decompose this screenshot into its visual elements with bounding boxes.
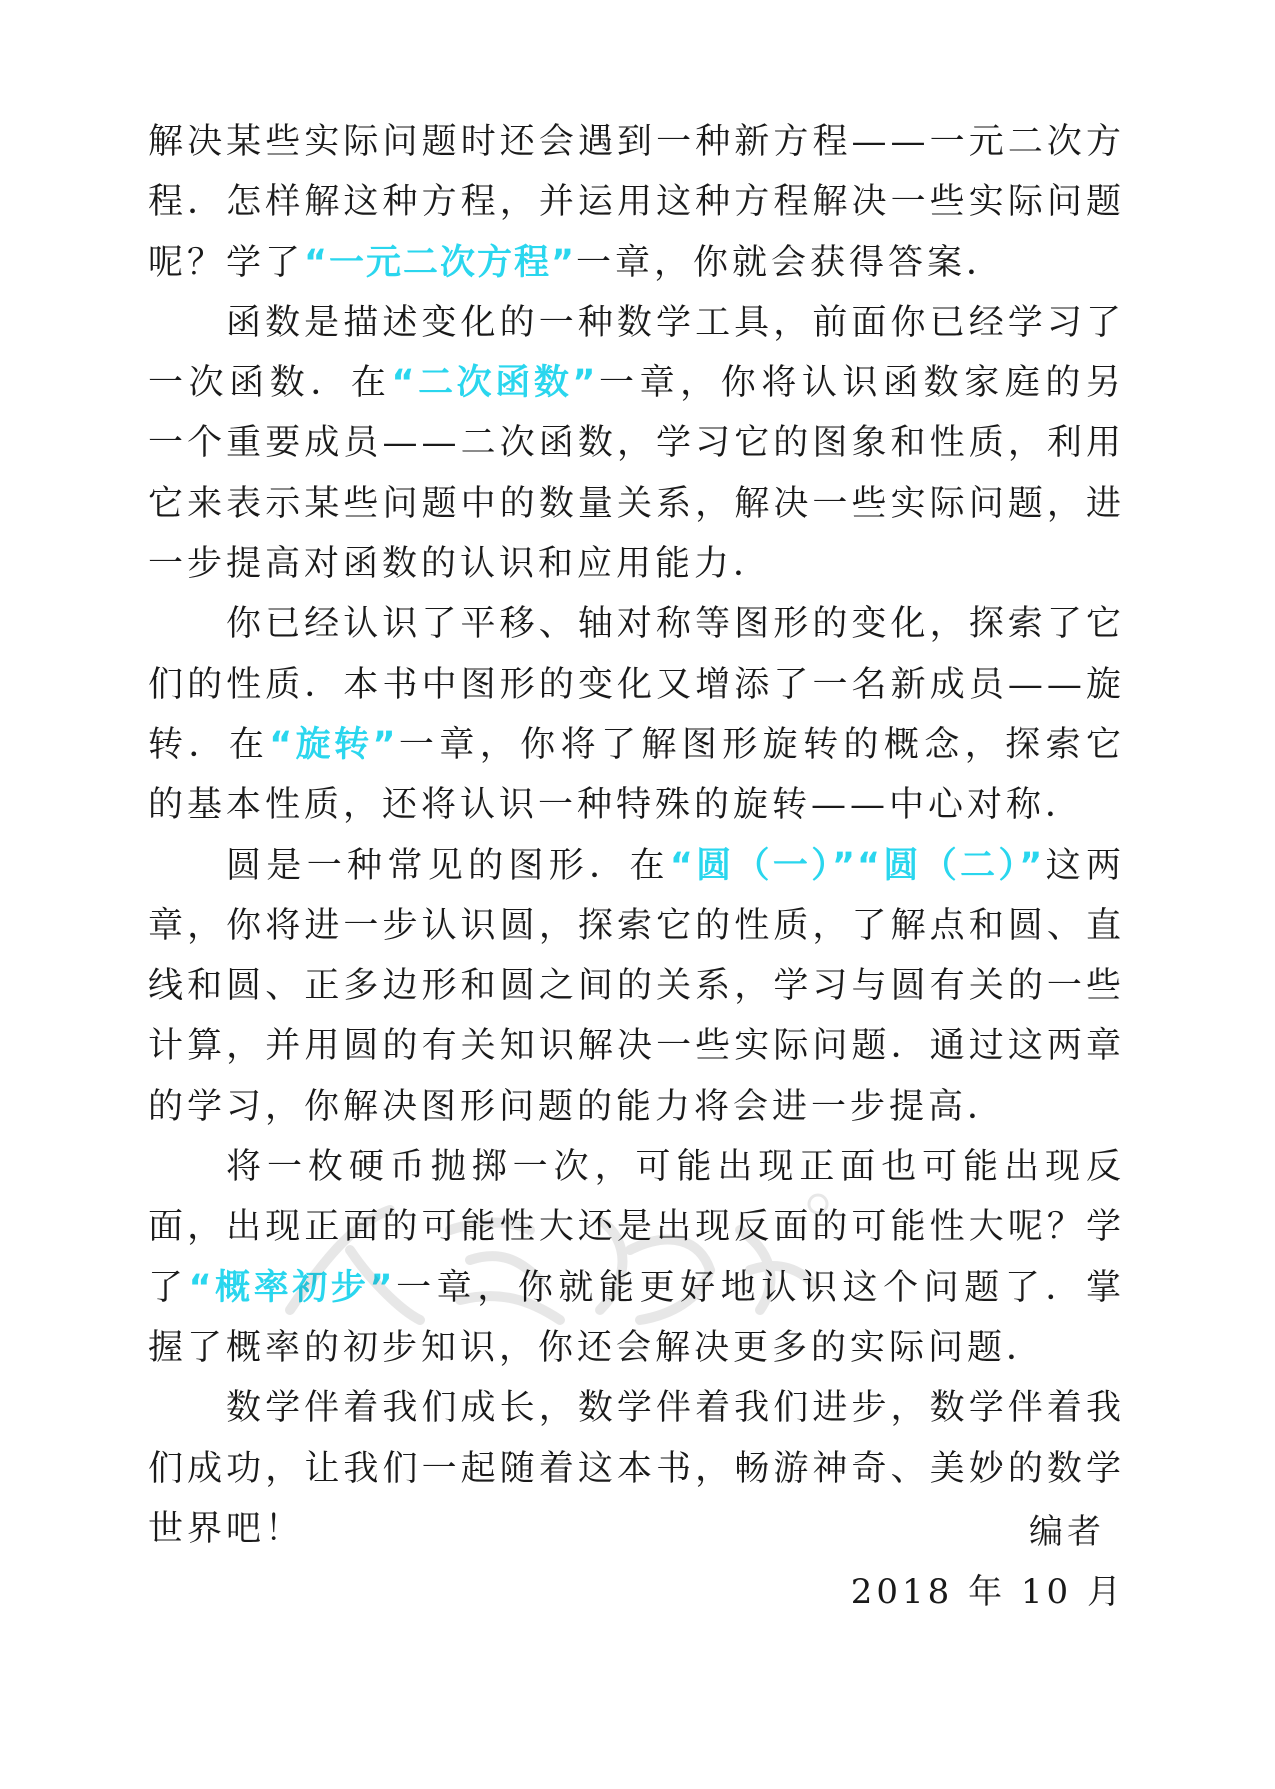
signature-author: 编者: [1029, 1512, 1105, 1552]
signature-date: 2018 年 10 月: [850, 1572, 1125, 1612]
paragraph-text: 解决某些实际问题时还会遇到一种新方程——一元二次方程．怎样解这种方程，并运用这种方程解决一些实际问题呢？学了: [148, 122, 1125, 283]
chapter-title-highlight: “旋转”: [269, 724, 398, 765]
paragraph-text: 一章，你将了解图形旋转的概念，探索它的基本性质，还将认识一种特殊的旋转——中心对称．: [148, 724, 1125, 826]
paragraph-text: 数学伴着我们成长，数学伴着我们进步，数学伴着我们成功，让我们一起随着这本书，畅游神奇、美妙的数学世界吧！: [148, 1388, 1125, 1549]
paragraph-text: 一章，你将认识函数家庭的另一个重要成员——二次函数，学习它的图象和性质，利用它来表示某些问题中的数量关系，解决一些实际问题，进一步提高对函数的认识和应用能力．: [148, 363, 1125, 585]
chapter-title-highlight: “二次函数”: [391, 363, 598, 404]
paragraph-text: 函数是描述变化的一种数学工具，前面你已经学习了一次函数．在: [148, 302, 1125, 404]
preface-paragraph: [148, 1137, 1125, 1378]
paragraph-text: 将一枚硬币抛掷一次，可能出现正面也可能出现反面，出现正面的可能性大还是出现反面的可能性大呢？学了: [148, 1147, 1125, 1308]
preface-paragraph: [148, 594, 1125, 835]
paragraph-text: 一章，你就能更好地认识这个问题了．掌握了概率的初步知识，你还会解决更多的实际问题．: [148, 1267, 1125, 1368]
preface-body: [148, 112, 1125, 1559]
preface-paragraph: [148, 293, 1125, 594]
chapter-title-highlight: “圆（一）”“圆（二）”: [669, 845, 1045, 886]
paragraph-text: 圆是一种常见的图形．在: [226, 845, 670, 886]
chapter-title-highlight: “概率初步”: [188, 1267, 395, 1308]
paragraph-text: 你已经认识了平移、轴对称等图形的变化，探索了它们的性质．本书中图形的变化又增添了一名新成员——旋转．在: [148, 604, 1125, 765]
paragraph-text: 一章，你就会获得答案．: [576, 242, 1006, 283]
chapter-title-highlight: “一元二次方程”: [304, 242, 577, 283]
preface-paragraph: [148, 112, 1125, 293]
paragraph-text: 这两章，你将进一步认识圆，探索它的性质，了解点和圆、直线和圆、正多边形和圆之间的关系，学习与圆有关的一些计算，并用圆的有关知识解决一些实际问题．通过这两章的学习，你解决图形问题的能力将会进一步提高．: [148, 845, 1125, 1127]
signature-block: [851, 1502, 1125, 1622]
preface-paragraph: [148, 836, 1125, 1137]
